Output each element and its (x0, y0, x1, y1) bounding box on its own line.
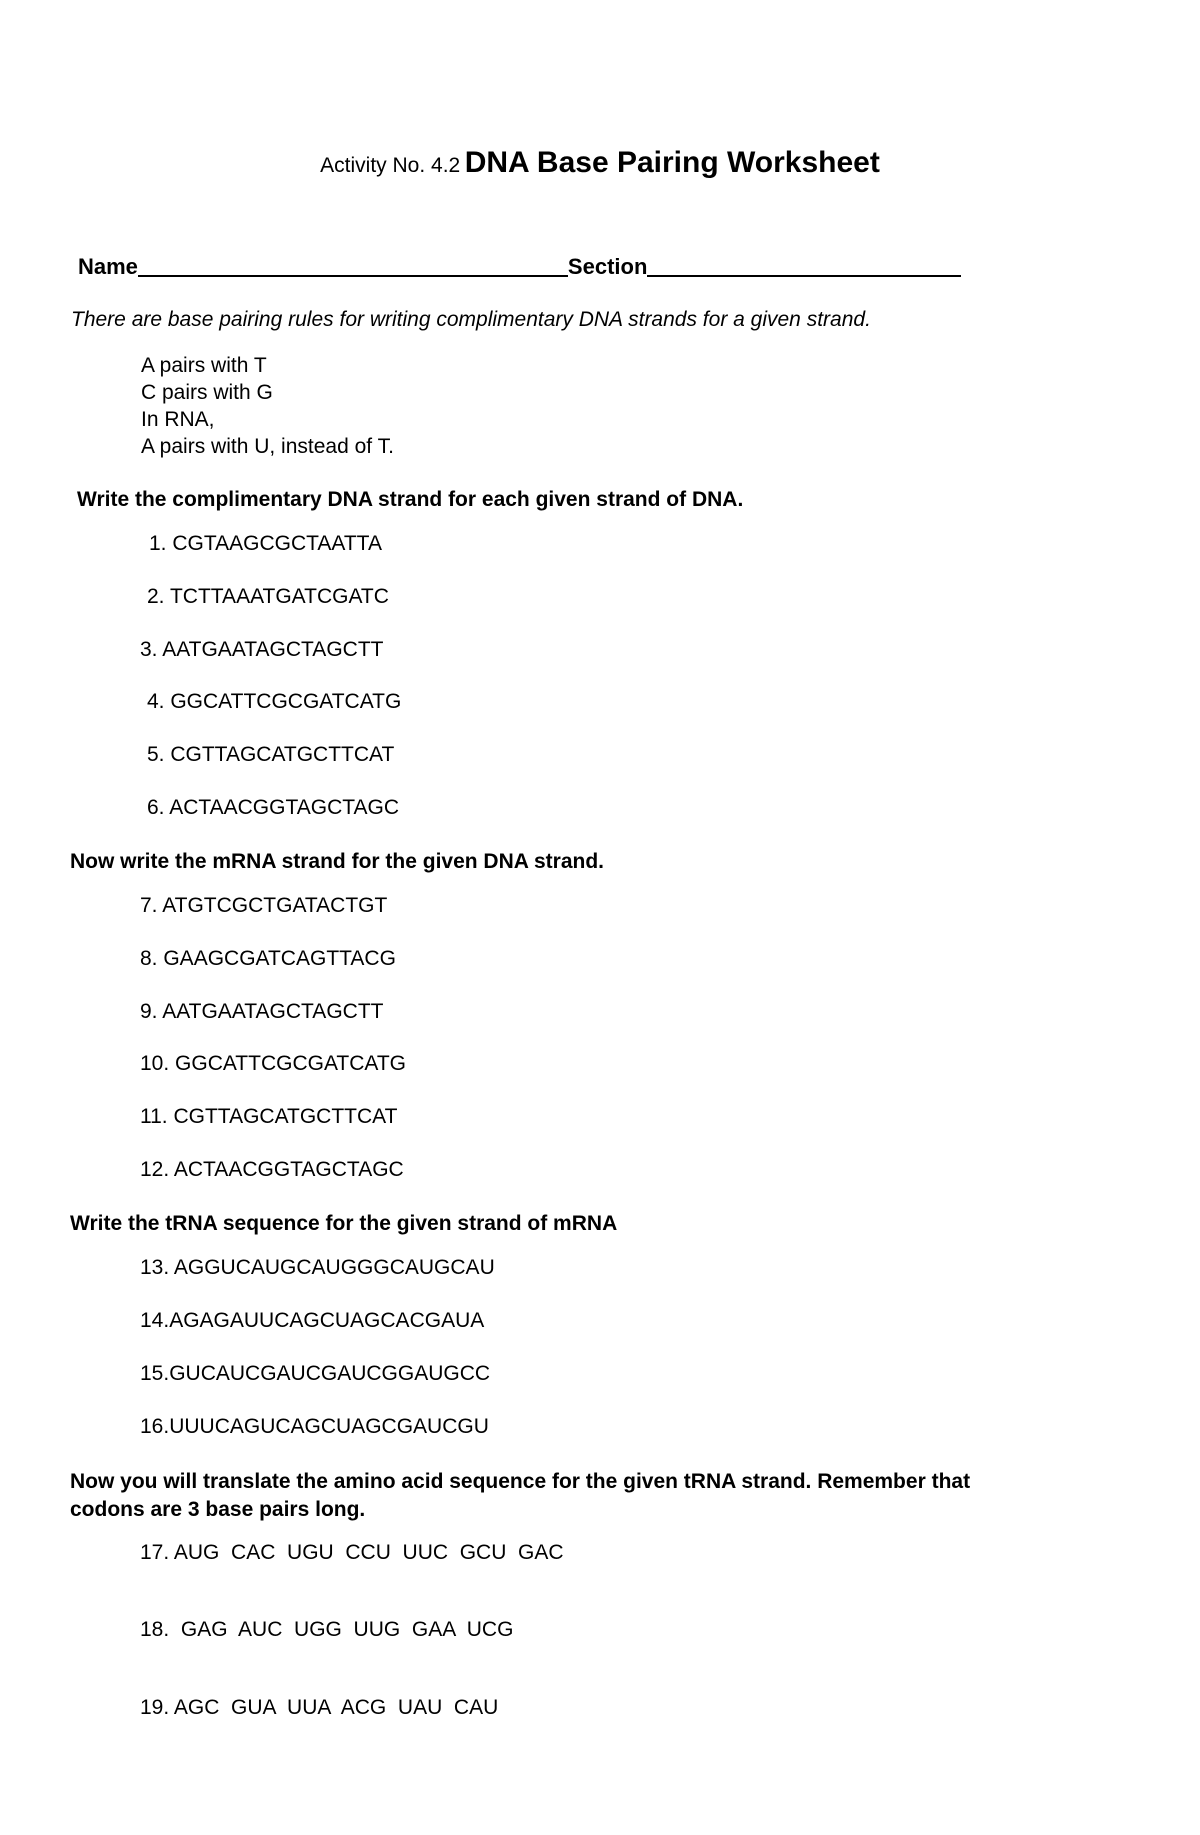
rule-line: A pairs with T (141, 354, 267, 377)
pairing-rules (141, 352, 394, 460)
question-item: 15.GUCAUCGAUCGAUCGGAUGCC (140, 1362, 491, 1385)
intro-text: There are base pairing rules for writing complimentary DNA strands for a given strand. (71, 308, 871, 331)
name-section-line (78, 254, 961, 280)
question-item: 8. GAAGCGATCAGTTACG (140, 947, 396, 970)
question-item: 12. ACTAACGGTAGCTAGC (140, 1158, 404, 1181)
question-item: 17. AUG CAC UGU CCU UUC GCU GAC (140, 1541, 564, 1564)
question-item: 4. GGCATTCGCGATCATG (147, 690, 402, 713)
name-blank[interactable] (138, 255, 568, 277)
name-label: Name (78, 254, 138, 279)
question-item: 7. ATGTCGCTGATACTGT (140, 894, 388, 917)
question-item: 2. TCTTAAATGATCGATC (147, 585, 389, 608)
question-item: 5. CGTTAGCATGCTTCAT (147, 743, 395, 766)
rule-line: C pairs with G (141, 381, 273, 404)
mrna-section-heading: Now write the mRNA strand for the given DNA strand. (70, 850, 604, 873)
translate-heading-line: codons are 3 base pairs long. (70, 1498, 366, 1521)
translate-section-heading (70, 1468, 970, 1524)
question-item: 14.AGAGAUUCAGCUAGCACGAUA (140, 1309, 485, 1332)
page-title (0, 146, 1200, 180)
trna-section-heading: Write the tRNA sequence for the given strand of mRNA (70, 1212, 618, 1235)
question-item: 3. AATGAATAGCTAGCTT (140, 638, 384, 661)
question-item: 1. CGTAAGCGCTAATTA (149, 532, 382, 555)
translate-heading-line: Now you will translate the amino acid sequence for the given tRNA strand. Remember that (70, 1470, 971, 1493)
question-item: 16.UUUCAGUCAGCUAGCGAUCGU (140, 1415, 489, 1438)
section-label: Section (567, 254, 648, 279)
activity-number: Activity No. 4.2 (320, 154, 461, 177)
section-blank[interactable] (647, 255, 961, 277)
worksheet-title: DNA Base Pairing Worksheet (464, 146, 880, 179)
rule-line: In RNA, (141, 408, 215, 431)
dna-section-heading: Write the complimentary DNA strand for each given strand of DNA. (77, 488, 744, 511)
question-item: 9. AATGAATAGCTAGCTT (140, 1000, 384, 1023)
question-item: 19. AGC GUA UUA ACG UAU CAU (140, 1696, 499, 1719)
question-item: 11. CGTTAGCATGCTTCAT (140, 1105, 398, 1128)
question-item: 6. ACTAACGGTAGCTAGC (147, 796, 400, 819)
question-item: 18. GAG AUC UGG UUG GAA UCG (140, 1618, 514, 1641)
question-item: 13. AGGUCAUGCAUGGGCAUGCAU (140, 1256, 495, 1279)
rule-line: A pairs with U, instead of T. (141, 435, 394, 458)
question-item: 10. GGCATTCGCGATCATG (140, 1052, 407, 1075)
